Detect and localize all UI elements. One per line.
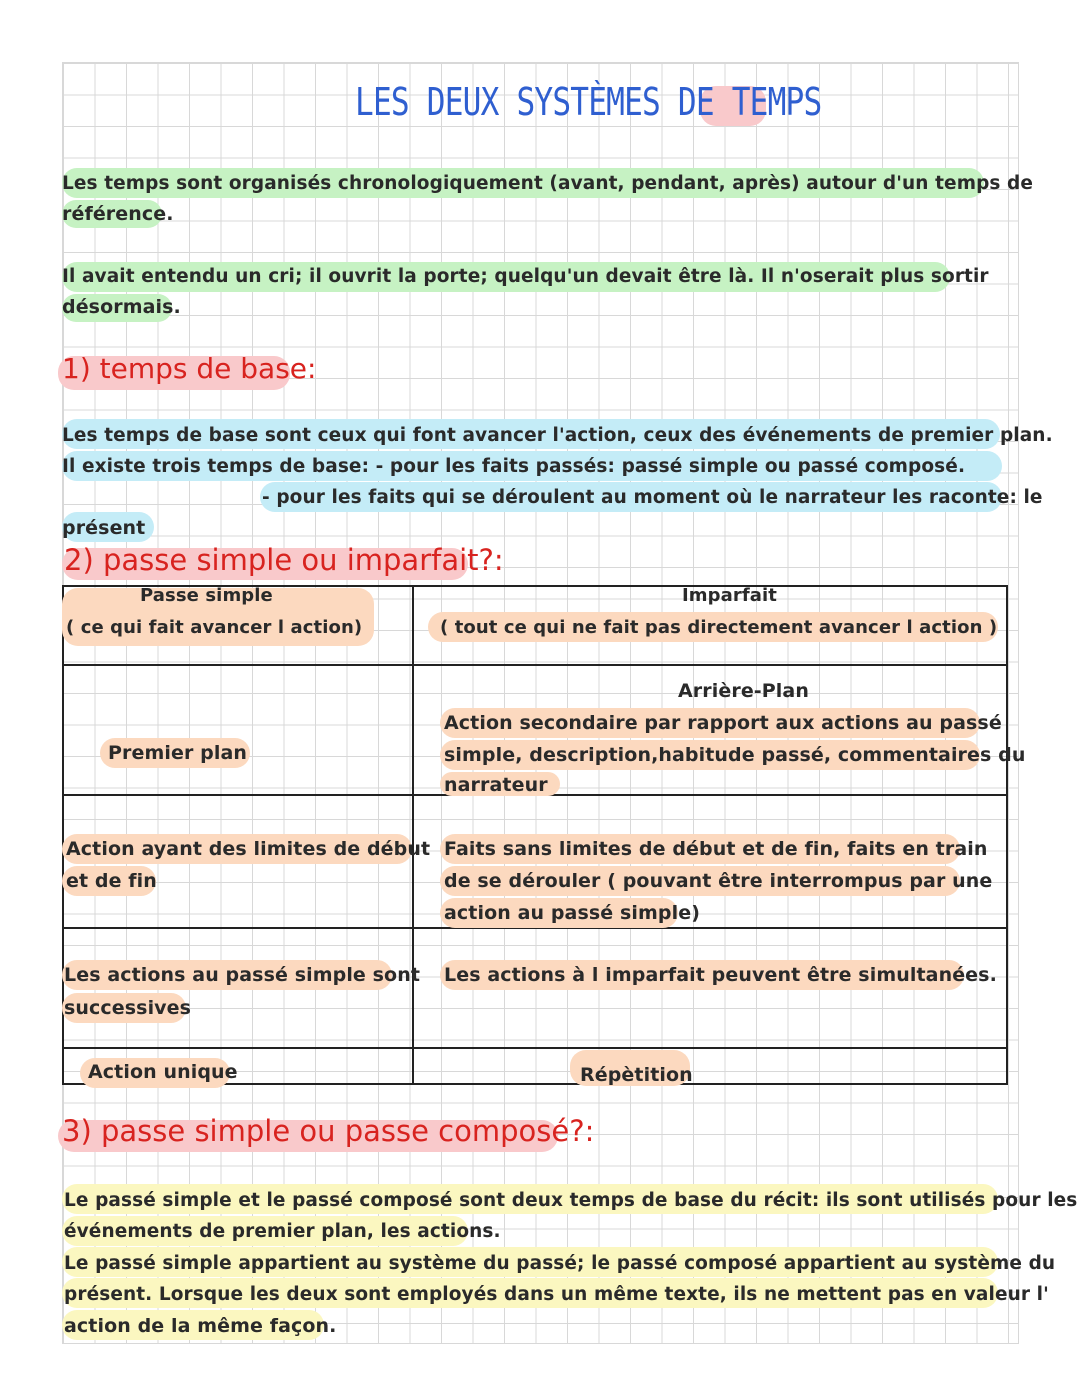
section1-line: - pour les faits qui se déroulent au moment où le narrateur les raconte: le — [262, 487, 1043, 508]
example-line: désormais. — [62, 296, 181, 318]
cell-text: simple, description,habitude passé, commentaires du — [444, 744, 1026, 766]
col1-subtitle: ( ce qui fait avancer l action) — [66, 617, 363, 638]
table-row-divider — [62, 664, 1008, 666]
cell-text: Les actions au passé simple sont — [64, 964, 421, 986]
cell-text: narrateur — [444, 774, 548, 796]
col2-subtitle: ( tout ce qui ne fait pas directement avancer l action ) — [440, 617, 998, 638]
section-heading: 1) temps de base: — [62, 352, 317, 385]
section3-line: action de la même façon. — [64, 1315, 337, 1337]
cell-text: action au passé simple) — [444, 902, 700, 924]
cell-text: Faits sans limites de début et de fin, faits en train — [444, 838, 988, 860]
cell-text: Action unique — [88, 1061, 238, 1083]
cell-text: Répètition — [580, 1064, 693, 1086]
cell-text: Action secondaire par rapport aux actions au passé — [444, 712, 1002, 734]
section3-line: présent. Lorsque les deux sont employés dans un même texte, ils ne mettent pas en valeur l' — [64, 1284, 1049, 1305]
page-title: LES DEUX SYSTÈMES DE TEMPS — [355, 80, 822, 124]
section3-line: événements de premier plan, les actions. — [64, 1221, 501, 1242]
cell-text: de se dérouler ( pouvant être interrompus par une — [444, 870, 993, 892]
intro-line: Les temps sont organisés chronologiquement (avant, pendant, après) autour d'un temps de — [62, 173, 1034, 194]
section3-line: Le passé simple appartient au système du passé; le passé composé appartient au système du — [64, 1253, 1056, 1274]
arriere-plan-label: Arrière-Plan — [678, 680, 809, 702]
table-row-divider — [62, 1047, 1008, 1049]
section-heading: 3) passe simple ou passe composé?: — [62, 1114, 595, 1148]
section3-line: Le passé simple et le passé composé sont deux temps de base du récit: ils sont utilisés pour les — [64, 1190, 1078, 1211]
cell-text: et de fin — [66, 870, 157, 892]
cell-text: successives — [64, 997, 192, 1019]
section1-line: Les temps de base sont ceux qui font avancer l'action, ceux des événements de premier plan. — [62, 425, 1053, 446]
cell-text: Les actions à l imparfait peuvent être simultanées. — [444, 964, 997, 986]
col1-title: Passe simple — [140, 585, 273, 606]
cell-text: Action ayant des limites de début — [66, 838, 431, 860]
intro-line: référence. — [62, 203, 174, 225]
section-heading: 2) passe simple ou imparfait?: — [64, 543, 504, 577]
example-line: Il avait entendu un cri; il ouvrit la porte; quelqu'un devait être là. Il n'oserait plus sortir — [62, 266, 989, 287]
premier-plan-label: Premier plan — [108, 742, 248, 764]
col2-title: Imparfait — [682, 585, 778, 606]
section1-line: présent — [62, 517, 146, 539]
section1-line: Il existe trois temps de base: - pour les faits passés: passé simple ou passé composé. — [62, 456, 966, 477]
